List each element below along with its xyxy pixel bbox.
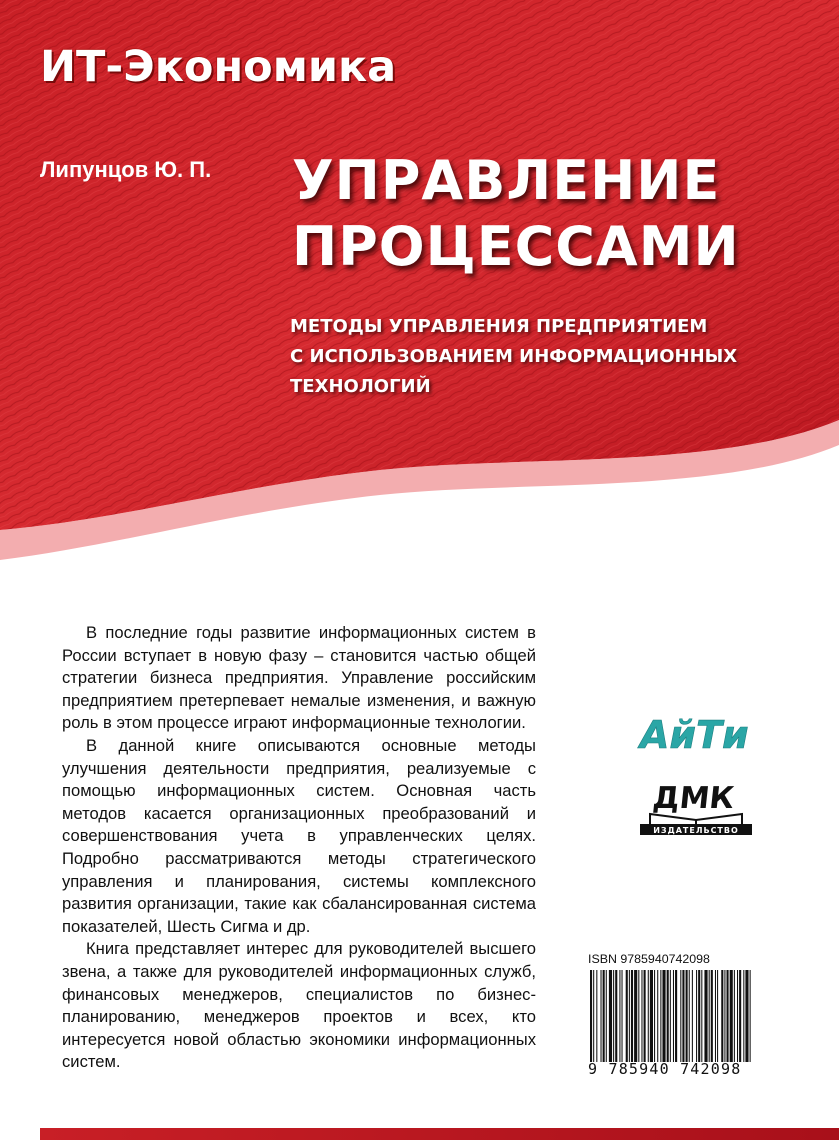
barcode-bar — [682, 970, 684, 1062]
barcode-bar — [648, 970, 649, 1062]
book-title-line: УПРАВЛЕНИЕ — [292, 149, 721, 212]
barcode-bar — [689, 970, 690, 1062]
isbn-digits: 9 785940 742098 — [588, 1060, 742, 1078]
barcode-bar — [634, 970, 637, 1062]
barcode-bar — [734, 970, 735, 1062]
barcode — [588, 970, 752, 1062]
barcode-bar — [724, 970, 725, 1062]
barcode-bar — [603, 970, 605, 1062]
barcode-bar — [696, 970, 697, 1062]
aiti-publisher-logo — [636, 710, 756, 756]
barcode-bar — [654, 970, 655, 1062]
book-subtitle-line: МЕТОДЫ УПРАВЛЕНИЯ ПРЕДПРИЯТИЕМ — [290, 316, 708, 337]
description-paragraph: В последние годы развитие информационных систем в России вступает в новую фазу – становится частью общей стратегии бизнеса предприятия. Управление российским предприятием претерпевает немалые изменения, и важную роль в этом процессе играют информационные технологии. — [62, 623, 536, 733]
series-name: ИТ-Экономика — [40, 42, 397, 92]
barcode-bar — [613, 970, 614, 1062]
barcode-bar — [626, 970, 628, 1062]
barcode-bar — [739, 970, 741, 1062]
barcode-bar — [680, 970, 681, 1062]
bottom-red-bar — [40, 1128, 839, 1140]
dmk-logo-text: ДМК — [651, 781, 736, 816]
barcode-bar — [601, 970, 602, 1062]
barcode-bar — [743, 970, 744, 1062]
aiti-logo-text: АйТи — [640, 713, 749, 756]
barcode-bar — [692, 970, 693, 1062]
barcode-bar — [727, 970, 729, 1062]
barcode-bar — [590, 970, 592, 1062]
author-name: Липунцов Ю. П. — [40, 157, 212, 182]
barcode-bar — [715, 970, 716, 1062]
barcode-bar — [704, 970, 707, 1062]
description-paragraph: Книга представляет интерес для руководителей высшего звена, а также для руководителей информационных служб, финансовых менеджеров, специалистов по бизнес-планированию, менеджеров проектов и всех, кто интересуется новой областью экономики информационных систем. — [62, 939, 536, 1072]
book-description — [62, 622, 536, 1074]
barcode-bar — [641, 970, 642, 1062]
barcode-bar — [701, 970, 702, 1062]
barcode-bar — [629, 970, 630, 1062]
barcode-bar — [609, 970, 612, 1062]
barcode-bar — [670, 970, 671, 1062]
dmk-logo-caption: ИЗДАТЕЛЬСТВО — [653, 826, 739, 835]
barcode-bar — [675, 970, 677, 1062]
barcode-bar — [644, 970, 646, 1062]
book-subtitle — [290, 312, 737, 402]
barcode-bar — [717, 970, 718, 1062]
barcode-bar — [631, 970, 633, 1062]
barcode-bar — [698, 970, 700, 1062]
isbn-label: ISBN 9785940742098 — [588, 952, 710, 966]
barcode-bar — [622, 970, 623, 1062]
barcode-bar — [662, 970, 665, 1062]
book-subtitle-line: ТЕХНОЛОГИЙ — [290, 376, 431, 397]
barcode-bar — [750, 970, 751, 1062]
dmk-publisher-logo — [636, 774, 756, 836]
barcode-bar — [730, 970, 733, 1062]
barcode-bar — [745, 970, 748, 1062]
barcode-bar — [638, 970, 639, 1062]
barcode-bar — [686, 970, 688, 1062]
barcode-bar — [615, 970, 617, 1062]
barcode-bar — [593, 970, 594, 1062]
description-paragraph: В данной книге описываются основные методы улучшения деятельности предприятия, реализуемые с помощью информационных систем. Основная часть методов касается организационных преобразований и совершенствования учета в управленческих целях. Подробно рассматриваются методы стратегического управления и планирования, системы комплексного развития организации, такие как сбалансированная система показателей, Шесть Сигма и др. — [62, 735, 536, 936]
book-title — [292, 148, 740, 280]
barcode-bar — [667, 970, 669, 1062]
barcode-bar — [709, 970, 710, 1062]
book-subtitle-line: С ИСПОЛЬЗОВАНИЕМ ИНФОРМАЦИОННЫХ — [290, 346, 738, 367]
barcode-bar — [596, 970, 597, 1062]
barcode-bar — [606, 970, 607, 1062]
barcode-bar — [660, 970, 661, 1062]
book-title-line: ПРОЦЕССАМИ — [292, 215, 740, 278]
barcode-bar — [721, 970, 723, 1062]
barcode-bar — [711, 970, 713, 1062]
barcode-bar — [650, 970, 653, 1062]
barcode-bar — [657, 970, 658, 1062]
barcode-bar — [619, 970, 620, 1062]
barcode-bar — [737, 970, 738, 1062]
barcode-bar — [673, 970, 674, 1062]
isbn-barcode-block — [588, 952, 752, 1082]
